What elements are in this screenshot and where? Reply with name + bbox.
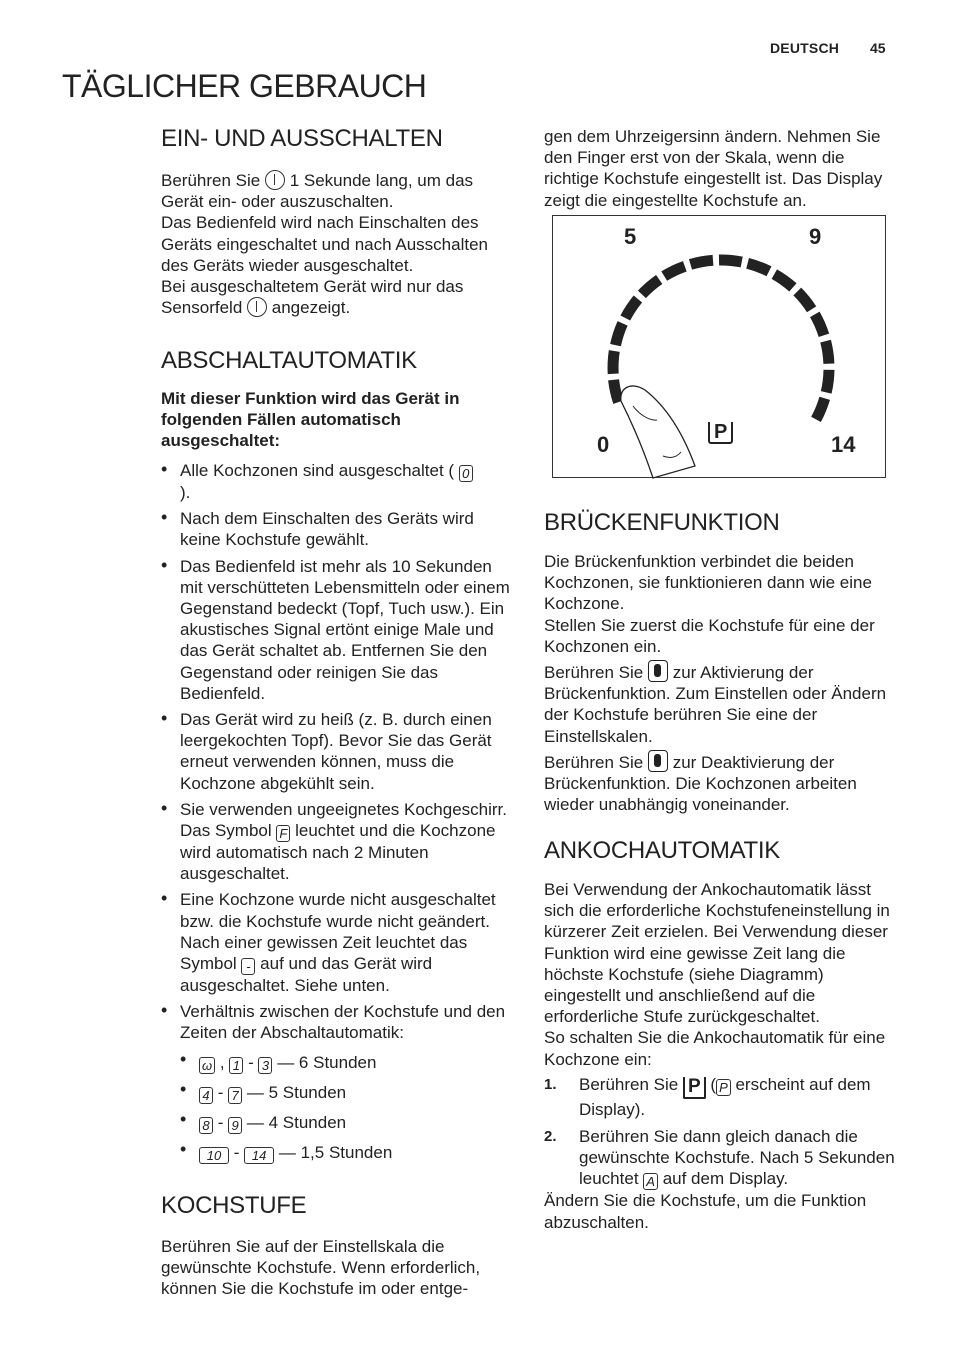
duration-text: — 1,5 Stunden: [278, 1142, 393, 1162]
list-item-text: Alle Kochzonen sind ausgeschaltet (: [180, 461, 455, 480]
p-symbol: P: [716, 1079, 731, 1096]
scale-segment: [664, 266, 685, 276]
ankoch-text: Bei Verwendung der Ankochautomatik lässt sich die erforderliche Kochstufeneinstellung in kürzerer Zeit erzielen. Bei Verwendung dieser Funktion wird eine gewisse Zeit lang die höchste Kochstufe (siehe Diagramm) eingestellt und anschließend auf die erforderliche Stufe zurückgeschaltet.: [544, 880, 890, 1027]
level-symbol: 7: [228, 1087, 242, 1104]
list-item: [161, 889, 516, 996]
level-symbol: 4: [199, 1087, 213, 1104]
step-text: Berühren Sie: [579, 1074, 679, 1094]
list-item: [180, 1082, 516, 1112]
separator: -: [248, 1052, 254, 1072]
step-text: Berühren Sie dann gleich danach die gewünschte Kochstufe. Nach 5 Sekunden leuchtet: [579, 1127, 895, 1189]
list-item: • Verhältnis zwischen der Kochstufe und den Zeiten der Abschaltautomatik:: [161, 1001, 516, 1043]
heading-kochstufe: KOCHSTUFE: [161, 1192, 307, 1219]
separator: -: [217, 1112, 224, 1132]
step-number: 1.: [544, 1075, 557, 1093]
bruecke-text: Berühren Sie: [544, 663, 644, 683]
scale-label-9: 9: [809, 224, 822, 249]
scale-segment: [748, 263, 769, 271]
bruecke-text: zur Deaktivierung der Brückenfunktion. Die Kochzonen arbeiten wieder unabhängig voneinander.: [544, 752, 857, 815]
list-item-text: leuchtet und die Kochzone wird automatisch nach 2 Minuten ausgeschaltet.: [180, 821, 496, 884]
scale-segment: [625, 299, 638, 318]
level-symbol: 10: [199, 1147, 229, 1164]
scale-label-5: 5: [624, 224, 637, 249]
finger-icon: [621, 386, 695, 478]
heading-brueckenfunktion: BRÜCKENFUNKTION: [544, 509, 780, 536]
bruecke-body: [544, 551, 896, 815]
list-item-text: ).: [180, 483, 191, 502]
step-number: 2.: [544, 1128, 557, 1146]
heading-abschaltautomatik: ABSCHALTAUTOMATIK: [161, 347, 417, 374]
scale-segment: [691, 260, 714, 264]
power-icon: [265, 170, 285, 190]
scale-segment: [816, 398, 825, 419]
scale-segment: [719, 260, 742, 262]
abschalt-list: [161, 460, 516, 1172]
duration-text: — 5 Stunden: [246, 1082, 347, 1102]
kochstufe-text-left: Berühren Sie auf der Einstellskala die gewünschte Kochstufe. Wenn erforderlich, können Sie die Kochstufe im oder entge-: [161, 1237, 481, 1299]
page-number: 45: [870, 40, 886, 56]
header-language: DEUTSCH: [770, 40, 840, 56]
abschalt-intro: Mit dieser Funktion wird das Gerät in folgenden Fällen automatisch ausgeschaltet:: [161, 389, 460, 451]
list-item: • Nach dem Einschalten des Geräts wird keine Kochstufe gewählt.: [161, 508, 516, 550]
ein-aus-text: Bei ausgeschaltetem Gerät wird nur das Sensorfeld: [161, 277, 464, 318]
control-scale-diagram: [552, 215, 886, 478]
list-item: • Das Gerät wird zu heiß (z. B. durch einen leergekochten Topf). Bevor Sie das Gerät erneut verwenden können, muss die Kochzone abgekühlt sein.: [161, 709, 516, 794]
ein-aus-text: angezeigt.: [271, 298, 351, 318]
section-ein-aus-body: [161, 170, 516, 318]
duration-text: — 6 Stunden: [277, 1052, 377, 1072]
list-item: [180, 1112, 516, 1142]
bruecke-text: zur Aktivierung der Brückenfunktion. Zum Einstellen oder Ändern der Kochstufe berühren Sie eine der Einstellskalen.: [544, 663, 887, 746]
a-symbol: A: [643, 1173, 658, 1190]
level-symbol: 3: [258, 1057, 272, 1074]
level-zero-symbol: 0: [459, 465, 473, 482]
keep-warm-symbol: ω: [199, 1057, 215, 1074]
scale-segment: [616, 323, 623, 345]
heading-ankochautomatik: ANKOCHAUTOMATIK: [544, 837, 780, 864]
level-symbol: 8: [199, 1117, 213, 1134]
list-item: [180, 1052, 516, 1082]
level-symbol: 14: [244, 1147, 274, 1164]
separator: -: [233, 1142, 240, 1162]
list-item: [180, 1142, 516, 1172]
page-title: TÄGLICHER GEBRAUCH: [62, 68, 427, 104]
list-item: [161, 799, 516, 885]
ein-aus-text: Berühren Sie: [161, 171, 261, 190]
step-text: erscheint auf dem Display).: [579, 1074, 871, 1119]
power-icon: [247, 297, 267, 317]
list-item-text: auf und das Gerät wird ausgeschaltet. Siehe unten.: [180, 954, 433, 996]
scale-label-0: 0: [597, 432, 610, 457]
dash-symbol: -: [241, 958, 255, 975]
list-item: • Das Bedienfeld ist mehr als 10 Sekunden mit verschütteten Lebensmitteln oder einem Gegenstand bedeckt (Topf, Tuch usw.). Ein akustisches Signal ertönt einige Male und das Gerät schaltet ab. Entfernen Sie den Gegenstand oder reinigen Sie das Bedienfeld.: [161, 556, 516, 704]
step-text: (: [710, 1074, 717, 1094]
ankoch-body: [544, 879, 896, 1233]
power-boost-icon: P: [708, 422, 733, 444]
scale-segment: [826, 370, 829, 393]
scale-segment: [614, 380, 619, 402]
level-time-list: [180, 1052, 516, 1172]
scale-segment: [797, 292, 811, 310]
power-boost-icon: P: [683, 1077, 706, 1099]
separator: -: [217, 1082, 224, 1102]
ankoch-text: So schalten Sie die Ankochautomatik für eine Kochzone ein:: [544, 1028, 886, 1069]
list-item-text: Eine Kochzone wurde nicht ausgeschaltet bzw. die Kochstufe wurde nicht geändert. Nach einer gewissen Zeit leuchtet das Symbol: [180, 890, 496, 974]
step-item: [544, 1126, 896, 1190]
ein-aus-text: Das Bedienfeld wird nach Einschalten des Geräts eingeschaltet und nach Ausschalten des Geräts wieder ausgeschaltet.: [161, 213, 488, 275]
bridge-icon: [648, 750, 668, 772]
scale-segment: [826, 341, 829, 364]
duration-text: — 4 Stunden: [246, 1112, 347, 1132]
bridge-icon: [648, 660, 668, 682]
step-text: auf dem Display.: [662, 1169, 789, 1189]
f-symbol: F: [276, 825, 290, 842]
scale-segment: [774, 274, 793, 287]
ankoch-text: Ändern Sie die Kochstufe, um die Funktion abzuschalten.: [544, 1191, 867, 1232]
list-item: [161, 460, 516, 503]
bruecke-text: Stellen Sie zuerst die Kochstufe für eine der Kochzonen ein.: [544, 615, 875, 656]
scale-segment: [815, 314, 824, 335]
level-symbol: 9: [228, 1117, 242, 1134]
ein-aus-text: 1 Sekunde lang, um das Gerät ein- oder auszuschalten.: [161, 171, 474, 212]
kochstufe-text-right: gen dem Uhrzeigersinn ändern. Nehmen Sie den Finger erst von der Skala, wenn die richtige Kochstufe eingestellt ist. Das Display zeigt die eingestellte Kochstufe an.: [544, 127, 883, 210]
step-item: [544, 1074, 896, 1120]
heading-ein-aus: EIN- UND AUSSCHALTEN: [161, 125, 443, 152]
scale-label-14: 14: [831, 432, 856, 457]
bruecke-text: Berühren Sie: [544, 752, 644, 772]
list-item-text: Sie verwenden ungeeignetes Kochgeschirr. Das Symbol: [180, 799, 507, 841]
bruecke-text: Die Brückenfunktion verbindet die beiden Kochzonen, sie funktionieren dann wie eine Kochzone.: [544, 552, 872, 614]
level-symbol: 1: [229, 1057, 243, 1074]
scale-segment: [642, 280, 659, 295]
scale-segment: [613, 351, 614, 374]
separator: ,: [219, 1052, 225, 1072]
